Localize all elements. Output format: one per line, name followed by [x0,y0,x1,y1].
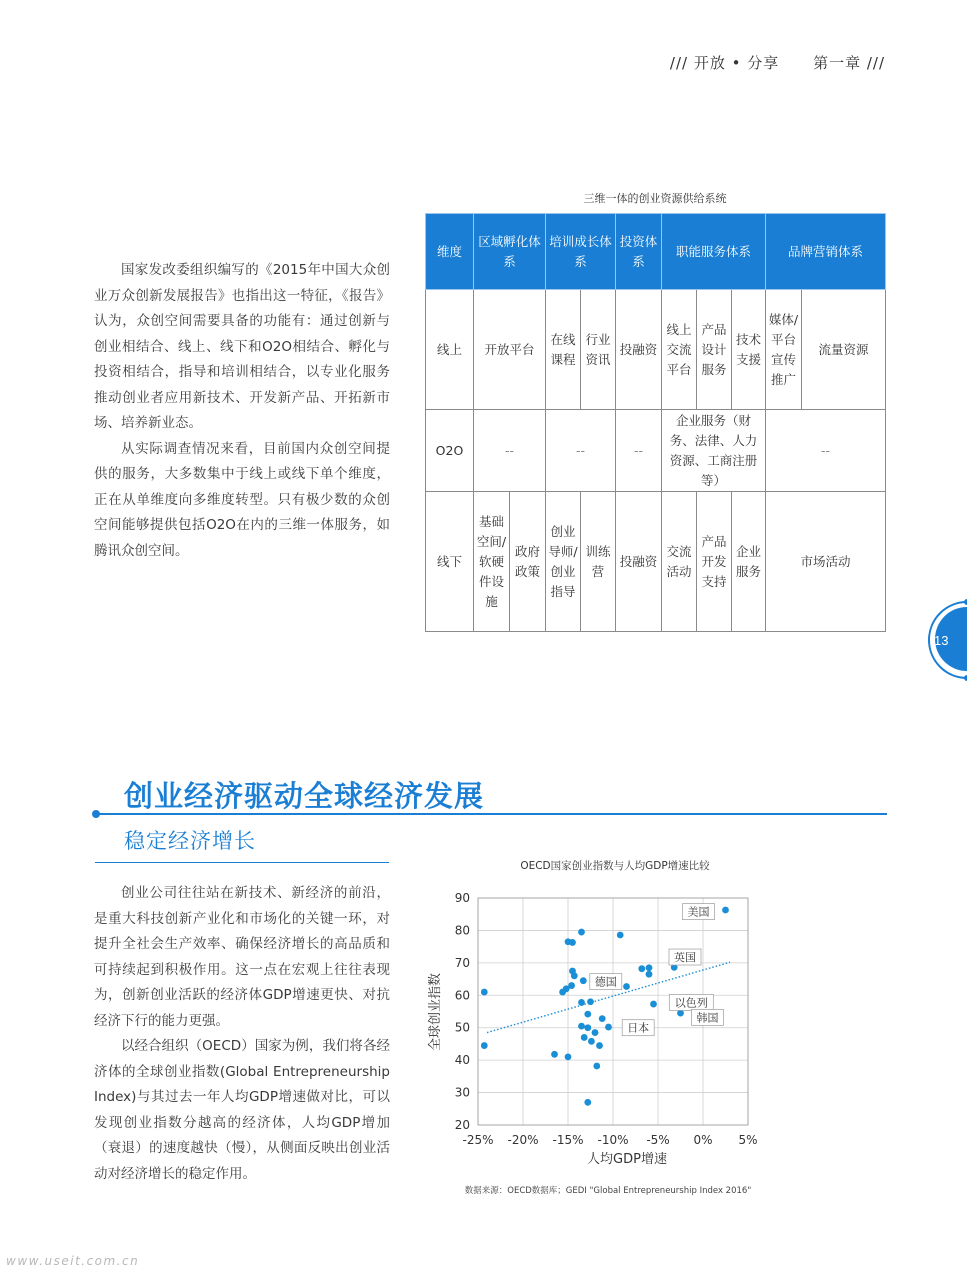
cell: 产品设计服务 [697,290,732,410]
country-label: 美国 [687,905,710,919]
cell-label: 线上 [426,290,474,410]
y-tick-label: 40 [454,1053,470,1068]
chart-xlabel: 人均GDP增速 [587,1152,667,1167]
scatter-point [584,1011,591,1018]
subheading-rule [95,862,389,863]
cell: 交流活动 [662,492,697,632]
y-tick-label: 90 [454,891,470,905]
cell: 市场活动 [766,492,886,632]
cell: 在线课程 [546,290,581,410]
cell: 创业导师/创业指导 [546,492,581,632]
y-tick-label: 70 [454,955,470,970]
cell: 投融资 [616,290,662,410]
scatter-point [592,1029,599,1036]
chart-title: OECD国家创业指数与人均GDP增速比较 [520,860,710,872]
paragraph: 国家发改委组织编写的《2015年中国大众创业万众创新发展报告》也指出这一特征，《报告》认为，众创空间需要具备的功能有：通过创新与创业相结合、线上、线下和O2O相结合、孵化与投资相结合，指导和培训相结合，以专业化服务推动创业者应用新技术、开发新产品、开拓新市场、培养新业态。 [94,262,390,431]
country-label: 日本 [627,1021,650,1035]
header-training: 培训成长体系 [546,214,616,290]
header-incubation: 区域孵化体系 [474,214,546,290]
header-left: /// 开放 [669,54,726,72]
y-tick-label: 30 [454,1085,470,1100]
cell: 企业服务 [732,492,766,632]
page-number: 13 [934,633,949,648]
scatter-point [571,972,578,979]
paragraph: 以经合组织（OECD）国家为例，我们将各经济体的全球创业指数(Global Entrepreneurship Index)与其过去一年人均GDP增速做对比，可以发现创业指数分越高的经济体，人均GDP增加（衰退）的速度越快（慢），从侧面反映出创业活动对经济增长的稳定作用。 [94,1038,390,1182]
scatter-point [623,983,630,990]
cell-label: O2O [426,410,474,492]
cell: 政府政策 [510,492,546,632]
chart-source: 数据来源：OECD数据库；GEDI "Global Entrepreneurship Index 2016" [464,1186,752,1196]
cell: 投融资 [616,492,662,632]
table-row-offline [426,492,886,632]
cell: 企业服务（财务、法律、人力资源、工商注册等） [662,410,766,492]
x-tick-label: -5% [646,1133,670,1147]
x-tick-label: 0% [693,1133,713,1147]
scatter-point [596,1042,603,1049]
watermark: www.useit.com.cn [6,1254,140,1268]
country-label: 德国 [594,975,617,989]
header-dot: • [731,54,742,72]
scatter-point [578,929,585,936]
cell: 产品开发支持 [697,492,732,632]
y-tick-label: 20 [454,1118,470,1132]
cell: 流量资源 [802,290,886,410]
x-tick-label: -15% [552,1133,584,1147]
cell: 技术支援 [732,290,766,410]
scatter-point [587,998,594,1005]
table-row-o2o [426,410,886,492]
cell: 开放平台 [474,290,546,410]
scatter-point [588,1038,595,1045]
running-header [670,52,885,73]
header-brand: 品牌营销体系 [766,214,886,290]
scatter-point [481,1042,488,1049]
scatter-point [559,989,566,996]
y-tick-label: 50 [454,1020,470,1035]
body-text-top [94,258,390,564]
scatter-point [581,1034,588,1041]
header-investment: 投资体系 [616,214,662,290]
scatter-point [578,1023,585,1030]
header-functional: 职能服务体系 [662,214,766,290]
country-label: 英国 [674,951,696,965]
cell: -- [616,410,662,492]
heading-rule [95,813,887,815]
page-number-tab [912,598,967,682]
x-tick-label: -20% [507,1133,539,1147]
header-right: 第一章 /// [813,54,885,72]
scatter-point [646,964,653,971]
cell: 线上交流平台 [662,290,697,410]
scatter-point [605,1024,612,1031]
scatter-point [578,999,585,1006]
cell: 基础空间/软硬件设施 [474,492,510,632]
cell: 媒体/平台宣传推广 [766,290,802,410]
cell: -- [766,410,886,492]
cell-label: 线下 [426,492,474,632]
country-label: 韩国 [696,1011,719,1025]
paragraph: 从实际调查情况来看，目前国内众创空间提供的服务，大多数集中于线上或线下单个维度，正在从单维度向多维度转型。只有极少数的众创空间能够提供包括O2O在内的三维一体服务，如腾讯众创空间。 [94,440,390,559]
x-tick-label: 5% [738,1133,758,1147]
scatter-point [593,1063,600,1070]
chart-ylabel: 全球创业指数 [428,972,443,1052]
scatter-point [565,1054,572,1061]
y-tick-label: 60 [454,988,470,1003]
cell: 行业资讯 [581,290,616,410]
scatter-point [580,977,587,984]
scatter-point [569,939,576,946]
scatter-point [481,989,488,996]
resource-table [425,213,886,632]
cell: -- [546,410,616,492]
cell: -- [474,410,546,492]
scatter-point [599,1015,606,1022]
section-heading: 创业经济驱动全球经济发展 [124,779,485,813]
table-header-row [426,214,886,290]
scatter-point [646,971,653,978]
body-text-bottom [94,881,390,1187]
table-caption: 三维一体的创业资源供给系统 [583,192,727,205]
scatter-point [722,907,729,914]
scatter-chart [420,850,770,1200]
scatter-point [551,1051,558,1058]
paragraph: 创业公司往往站在新技术、新经济的前沿，是重大科技创新产业化和市场化的关键一环，对提升全社会生产效率、确保经济增长的高品质和可持续起到积极作用。这一点在宏观上往往表现为，创新创业活跃的经济体GDP增速更快、对抗经济下行的能力更强。 [94,885,390,1029]
scatter-point [584,1099,591,1106]
x-tick-label: -25% [462,1133,494,1147]
table-row-online [426,290,886,410]
x-tick-label: -10% [597,1133,629,1147]
scatter-point [650,1001,657,1008]
scatter-point [617,932,624,939]
country-label: 以色列 [674,996,708,1010]
cell: 训练营 [581,492,616,632]
header-mid: 分享 [747,54,780,72]
header-dimension: 维度 [426,214,474,290]
scatter-point [638,965,645,972]
scatter-point [584,1024,591,1031]
y-tick-label: 80 [454,923,470,938]
section-subheading: 稳定经济增长 [124,829,256,853]
